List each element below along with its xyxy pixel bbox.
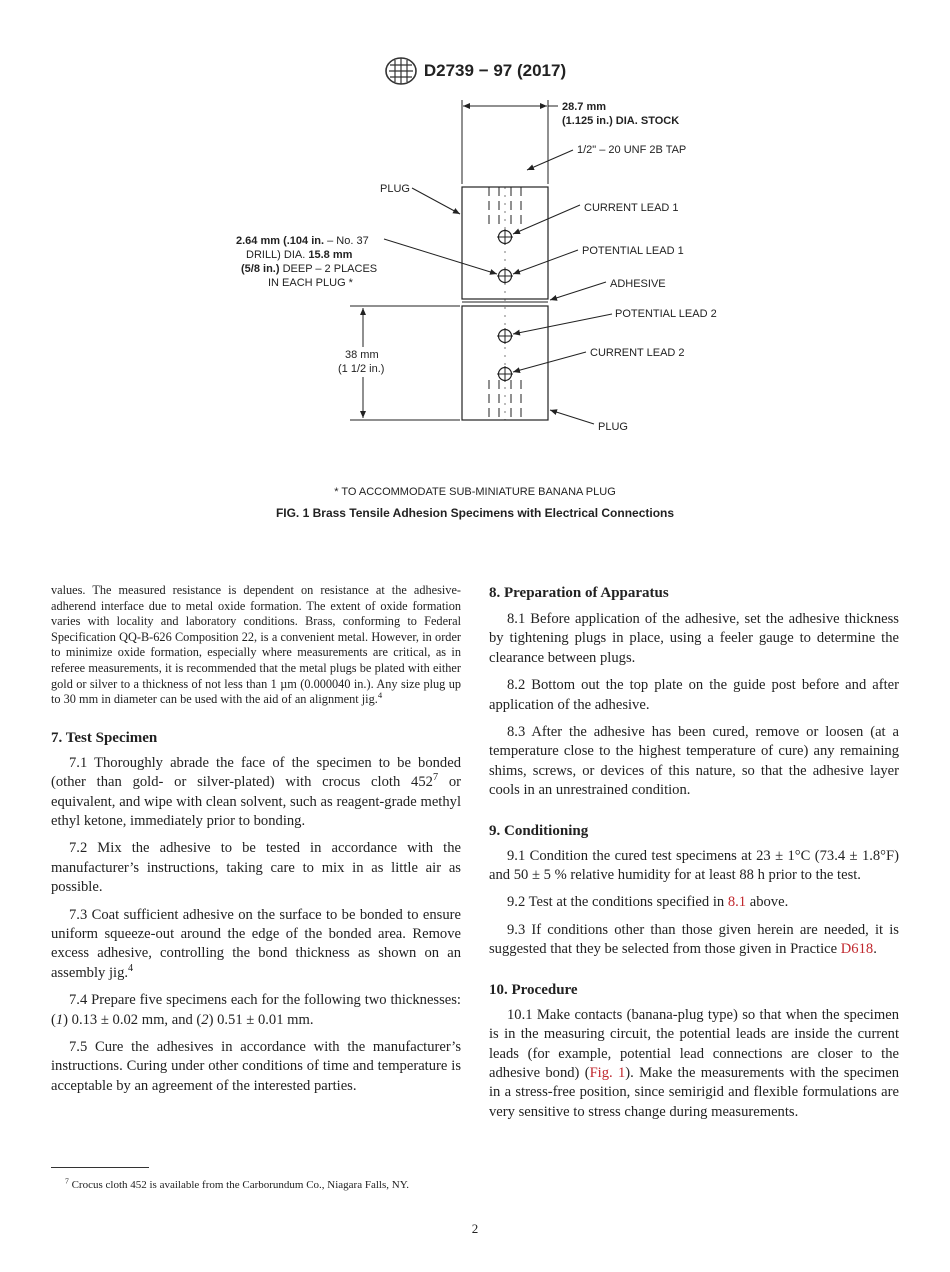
section-10-title: 10. Procedure [489, 981, 578, 998]
section-7-title: 7. Test Specimen [51, 729, 158, 746]
drill-line1-bold: 2.64 mm (.104 in. [236, 235, 325, 247]
tap-label: 1/2" – 20 UNF 2B TAP [577, 144, 687, 156]
para-7-3: 7.3 Coat sufficient adhesive on the surface to be bonded to ensure uniform squeeze-out around the edge of the bonded area. Remove excess adhesive, controlling the bond thickness as shown on an assembly jig.$^4$ [51, 906, 461, 981]
astm-logo-icon [384, 56, 418, 86]
figure-note: * TO ACCOMMODATE SUB-MINIATURE BANANA PLUG [334, 486, 616, 498]
para-8-3: 8.3 After the adhesive has been cured, remove or loosen (at a temperature close to the highest temperature of cure) any remaining shims, screws, or devices of this nature, so that the adhesive layer cools in an unrestrained condition. [489, 724, 899, 799]
adhesive-label: ADHESIVE [610, 278, 666, 290]
potential-lead-2-label: POTENTIAL LEAD 2 [615, 308, 717, 320]
document-id: D2739 − 97 (2017) [423, 61, 567, 80]
svg-text:2.64 mm (.104 in. – No. 37 [236, 235, 369, 247]
figure-1 [0, 92, 950, 512]
link-8-1[interactable]: 8.1 [727, 894, 747, 911]
para-7-1: 7.1 Thoroughly abrade the face of the specimen to be bonded (other than gold- or silver-plated) with crocus cloth $452^7$ or equivalent, and wipe with clean solvent, such as reagent-grade methyl ethyl ketone, immediately prior to bonding. [51, 754, 462, 829]
footnote-divider [51, 1167, 149, 1168]
potential-lead-1-label: POTENTIAL LEAD 1 [582, 245, 684, 257]
link-fig-1[interactable]: Fig. 1 [589, 1064, 626, 1081]
link-d618[interactable]: D618 [840, 941, 874, 958]
drill-line1-rest: – No. 37 [324, 235, 369, 247]
svg-text:DRILL) DIA. 15.8 mm [246, 249, 353, 261]
para-9-3: 9.3 If conditions other than those given herein are needed, it is suggested that they be selected from those given in Practice D618. [489, 921, 899, 958]
page-header [0, 56, 950, 86]
current-lead-2-label: CURRENT LEAD 2 [590, 347, 685, 359]
footnote-7: $^7$ Crocus cloth 452 is available from the Carborundum Co., Niagara Falls, NY. [65, 1176, 409, 1191]
drill-line2-plain: DRILL) DIA. [246, 249, 309, 261]
drill-line3-rest: DEEP – 2 PLACES [279, 263, 378, 275]
left-column [51, 583, 461, 1096]
para-8-1: 8.1 Before application of the adhesive, set the adhesive thickness by tightening plugs in place, using a feeler gauge to determine the clearance between plugs. [489, 611, 899, 666]
drill-line4: IN EACH PLUG * [268, 277, 353, 289]
para-9-2: 9.2 Test at the conditions specified in 8.1 above. [507, 894, 789, 911]
dim-top-line2: (1.125 in.) DIA. STOCK [562, 115, 680, 127]
drill-line3-bold: (5/8 in.) [241, 263, 280, 275]
current-lead-1-label: CURRENT LEAD 1 [584, 202, 679, 214]
page-number: 2 [471, 1221, 479, 1236]
section-9-title: 9. Conditioning [489, 822, 589, 839]
para-7-4: 7.4 Prepare five specimens each for the following two thicknesses: (1) 0.13 ± 0.02 mm, and (2) 0.51 ± 0.01 mm. [51, 992, 461, 1028]
section-8-title: 8. Preparation of Apparatus [489, 585, 669, 601]
right-column [489, 583, 899, 1122]
para-7-2: 7.2 Mix the adhesive to be tested in accordance with the manufacturer’s instructions, taking care to mix in as little air as possible. [51, 840, 461, 896]
para-10-1: 10.1 Make contacts (banana-plug type) so that when the specimen is in the measuring circuit, the potential leads are inside the current leads (for example, potential lead connections are closer to the adhesive bond) (Fig. 1). Make the measurements with the specimen in a stress-free position, since semirigid and flexible formulations are very sensitive to stress change during measurements. [489, 1006, 899, 1120]
para-9-1: 9.1 Condition the cured test specimens at 23 ± 1°C (73.4 ± 1.8°F) and 50 ± 5 % relative humidity for at least 88 h prior to the test. [489, 847, 899, 884]
plug-bottom-label: PLUG [598, 421, 628, 433]
para-8-2: 8.2 Bottom out the top plate on the guide post before and after application of the adhesive. [489, 677, 899, 713]
drill-line2-bold: 15.8 mm [308, 249, 353, 261]
svg-text:(5/8 in.) DEEP – 2 PLACES [241, 263, 377, 275]
length-line2: (1 1/2 in.) [338, 363, 385, 375]
figure-caption: FIG. 1 Brass Tensile Adhesion Specimens with Electrical Connections [275, 506, 675, 520]
plug-top-label: PLUG [380, 183, 410, 195]
intro-paragraph: values. The measured resistance is dependent on resistance at the adhesive-adherend interface due to metal oxide formation. The extent of oxide formation varies with locality and laboratory conditions. Brass, conforming to Federal Specification QQ-B-626 Composition 22, is a convenient metal. However, in order to minimize oxide formation, especially where measurements are critical, as in referee measurements, it is recommended that the metal plugs be plated with either gold or silver to a thickness of not less than 1 µm (0.000040 in.). Any size plug up to 30 mm in diameter can be used with the aid of an alignment jig.$^4$ [51, 583, 461, 707]
dim-top-line1: 28.7 mm [562, 101, 607, 113]
specimen-diagram [0, 92, 950, 512]
para-7-5: 7.5 Cure the adhesives in accordance with the manufacturer’s instructions. Curing under other conditions of time and temperature is acceptable by an agreement of the interested parties. [51, 1039, 461, 1094]
length-line1: 38 mm [345, 349, 379, 361]
